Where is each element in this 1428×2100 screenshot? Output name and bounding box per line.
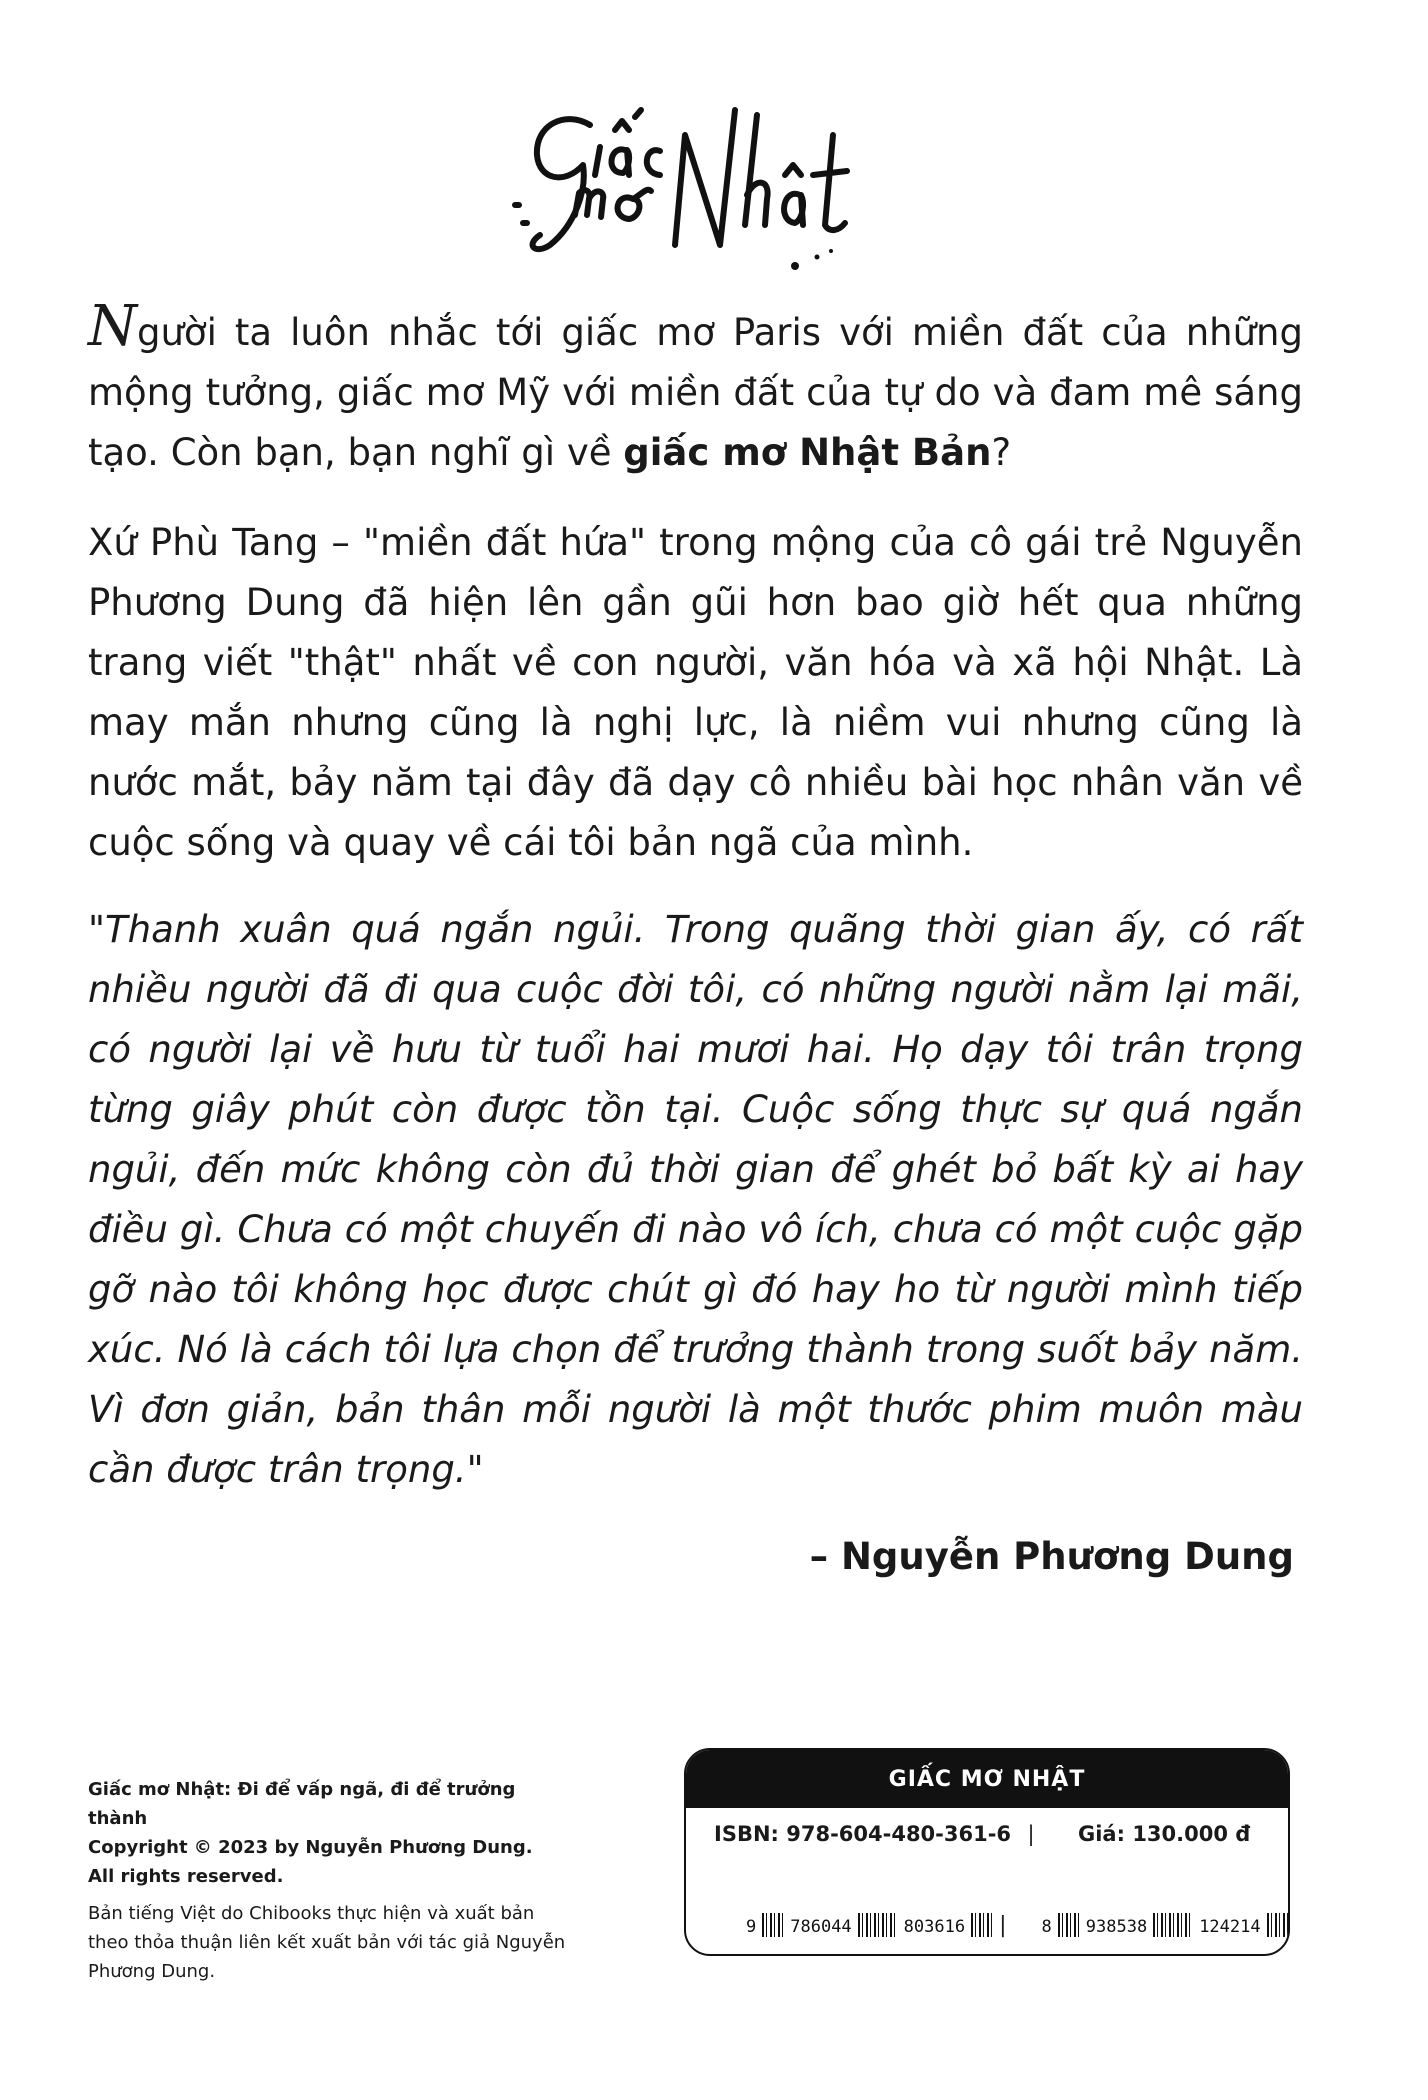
colophon — [88, 1775, 568, 1986]
isbn: ISBN: 978-604-480-361-6 — [714, 1822, 1012, 1846]
info-row — [686, 1808, 1288, 1860]
intro-bold-phrase: giấc mơ Nhật Bản — [623, 431, 992, 474]
barcode-bars-icon — [762, 1913, 784, 1937]
separator: | — [1027, 1822, 1035, 1846]
barcode-bars-icon — [858, 1913, 898, 1937]
separator: | — [999, 1912, 1007, 1938]
price: Giá: 130.000 đ — [1078, 1822, 1251, 1846]
title-logo — [495, 95, 895, 275]
barcode-digits-left: 938538 — [1085, 1917, 1148, 1937]
barcode-bars-icon — [1058, 1913, 1080, 1937]
isbn-barcode — [746, 1913, 999, 1937]
book-info-box — [684, 1748, 1290, 1956]
intro-end: ? — [991, 431, 1012, 474]
drop-cap: N — [88, 294, 137, 359]
barcode-row — [686, 1900, 1288, 1950]
colophon-copyright: Copyright © 2023 by Nguyễn Phương Dung. — [88, 1837, 533, 1858]
info-box-title: GIẤC MƠ NHẬT — [686, 1750, 1288, 1808]
quote-author: – Nguyễn Phương Dung — [809, 1535, 1294, 1578]
author-quote: "Thanh xuân quá ngắn ngủi. Trong quãng thời gian ấy, có rất nhiều người đã đi qua cuộc đời tôi, có những người nằm lại mãi, có người lại về hưu từ tuổi hai mươi hai. Họ dạy tôi trân trọng từng giây phút còn được tồn tại. Cuộc sống thực sự quá ngắn ngủi, đến mức không còn đủ thời gian để ghét bỏ bất kỳ ai hay điều gì. Chưa có một chuyến đi nào vô ích, chưa có một cuộc gặp gỡ nào tôi không học được chút gì đó hay ho từ người mình tiếp xúc. Nó là cách tôi lựa chọn để trưởng thành trong suốt bảy năm. Vì đơn giản, bản thân mỗi người là một thước phim muôn màu cần được trân trọng." — [88, 908, 1303, 1491]
barcode-digit-first: 8 — [1041, 1917, 1052, 1937]
barcode-digits-left: 786044 — [790, 1917, 852, 1937]
intro-text: gười ta luôn nhắc tới giấc mơ Paris với miền đất của những mộng tưởng, giấc mơ Mỹ với miền đất của tự do và đam mê sáng tạo. Còn bạn, bạn nghĩ gì về — [88, 311, 1303, 474]
barcode-bars-icon — [1267, 1913, 1289, 1937]
colophon-title: Giấc mơ Nhật: Đi để vấp ngã, đi để trưởng thành — [88, 1779, 516, 1829]
colophon-rights: All rights reserved. — [88, 1866, 284, 1887]
colophon-license: Bản tiếng Việt do Chibooks thực hiện và xuất bản theo thỏa thuận liên kết xuất bản với tác giả Nguyễn Phương Dung. — [88, 1903, 566, 1982]
price-barcode — [1042, 1913, 1290, 1937]
barcode-digits-right: 124214 — [1199, 1917, 1261, 1937]
barcode-digit-first: 9 — [746, 1917, 757, 1937]
intro-paragraph — [88, 294, 1303, 483]
summary-paragraph: Xứ Phù Tang – "miền đất hứa" trong mộng của cô gái trẻ Nguyễn Phương Dung đã hiện lên gần gũi hơn bao giờ hết qua những trang viết "thật" nhất về con người, văn hóa và xã hội Nhật. Là may mắn nhưng cũng là nghị lực, là niềm vui nhưng cũng là nước mắt, bảy năm tại đây đã dạy cô nhiều bài học nhân văn về cuộc sống và quay về cái tôi bản ngã của mình. — [88, 521, 1303, 864]
barcode-bars-icon — [971, 1913, 993, 1937]
barcode-bars-icon — [1153, 1913, 1193, 1937]
barcode-digits-right: 803616 — [903, 1917, 966, 1937]
